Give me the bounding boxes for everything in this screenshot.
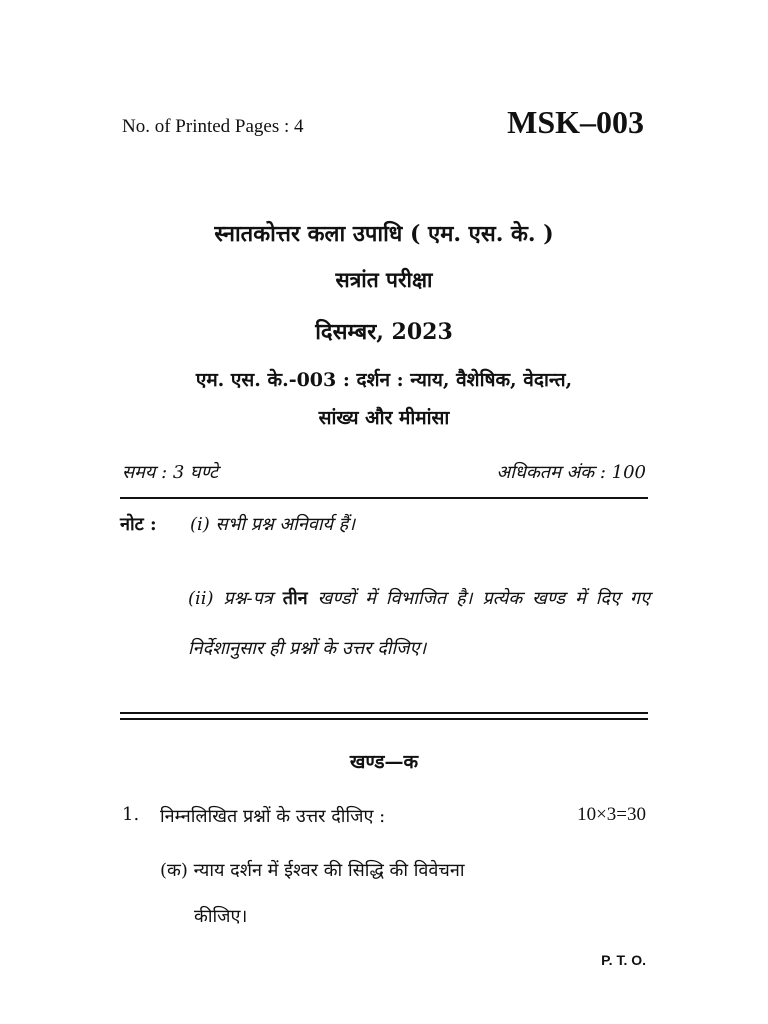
note-item-1: (i) सभी प्रश्न अनिवार्य हैं। bbox=[190, 514, 356, 535]
exam-name: सत्रांत परीक्षा bbox=[335, 267, 433, 292]
section-heading: खण्ड—क bbox=[349, 751, 419, 773]
paper-code: MSK–003 bbox=[507, 104, 644, 140]
note-item-2-bold: तीन bbox=[282, 588, 308, 609]
printed-pages-count: No. of Printed Pages : 4 bbox=[122, 116, 304, 137]
question-subpart-a-line1: (क) न्याय दर्शन में ईश्वर की सिद्धि की विवेचना bbox=[160, 860, 465, 881]
course-title-line1: एम. एस. के.-003 : दर्शन : न्याय, वैशेषिक, वेदान्त, bbox=[195, 369, 573, 391]
programme-title: स्नातकोत्तर कला उपाधि ( एम. एस. के. ) bbox=[214, 221, 554, 247]
question-marks: 10×3=30 bbox=[577, 804, 646, 825]
question-number: 1. bbox=[122, 804, 140, 825]
note-item-2-end: खण्डों में विभाजित है। प्रत्येक खण्ड में दिए गए निर्देशानुसार ही प्रश्नों के उत्तर दीजिए। bbox=[188, 588, 651, 659]
time-allowed: समय : 3 घण्टे bbox=[122, 462, 219, 483]
pto-label: P. T. O. bbox=[601, 952, 646, 968]
question-text: निम्नलिखित प्रश्नों के उत्तर दीजिए : bbox=[160, 806, 386, 827]
divider-line bbox=[120, 497, 648, 499]
note-label: नोट : bbox=[120, 514, 157, 535]
exam-month: दिसम्बर, 2023 bbox=[315, 319, 453, 345]
double-divider bbox=[120, 712, 648, 720]
note-item-2 bbox=[188, 574, 650, 674]
note-item-2-start: (ii) प्रश्न-पत्र bbox=[188, 588, 283, 609]
maximum-marks: अधिकतम अंक : 100 bbox=[496, 462, 646, 483]
question-subpart-a-line2: कीजिए। bbox=[194, 906, 248, 927]
question-subpart-a bbox=[160, 848, 650, 940]
course-title-line2: सांख्य और मीमांसा bbox=[318, 407, 450, 429]
